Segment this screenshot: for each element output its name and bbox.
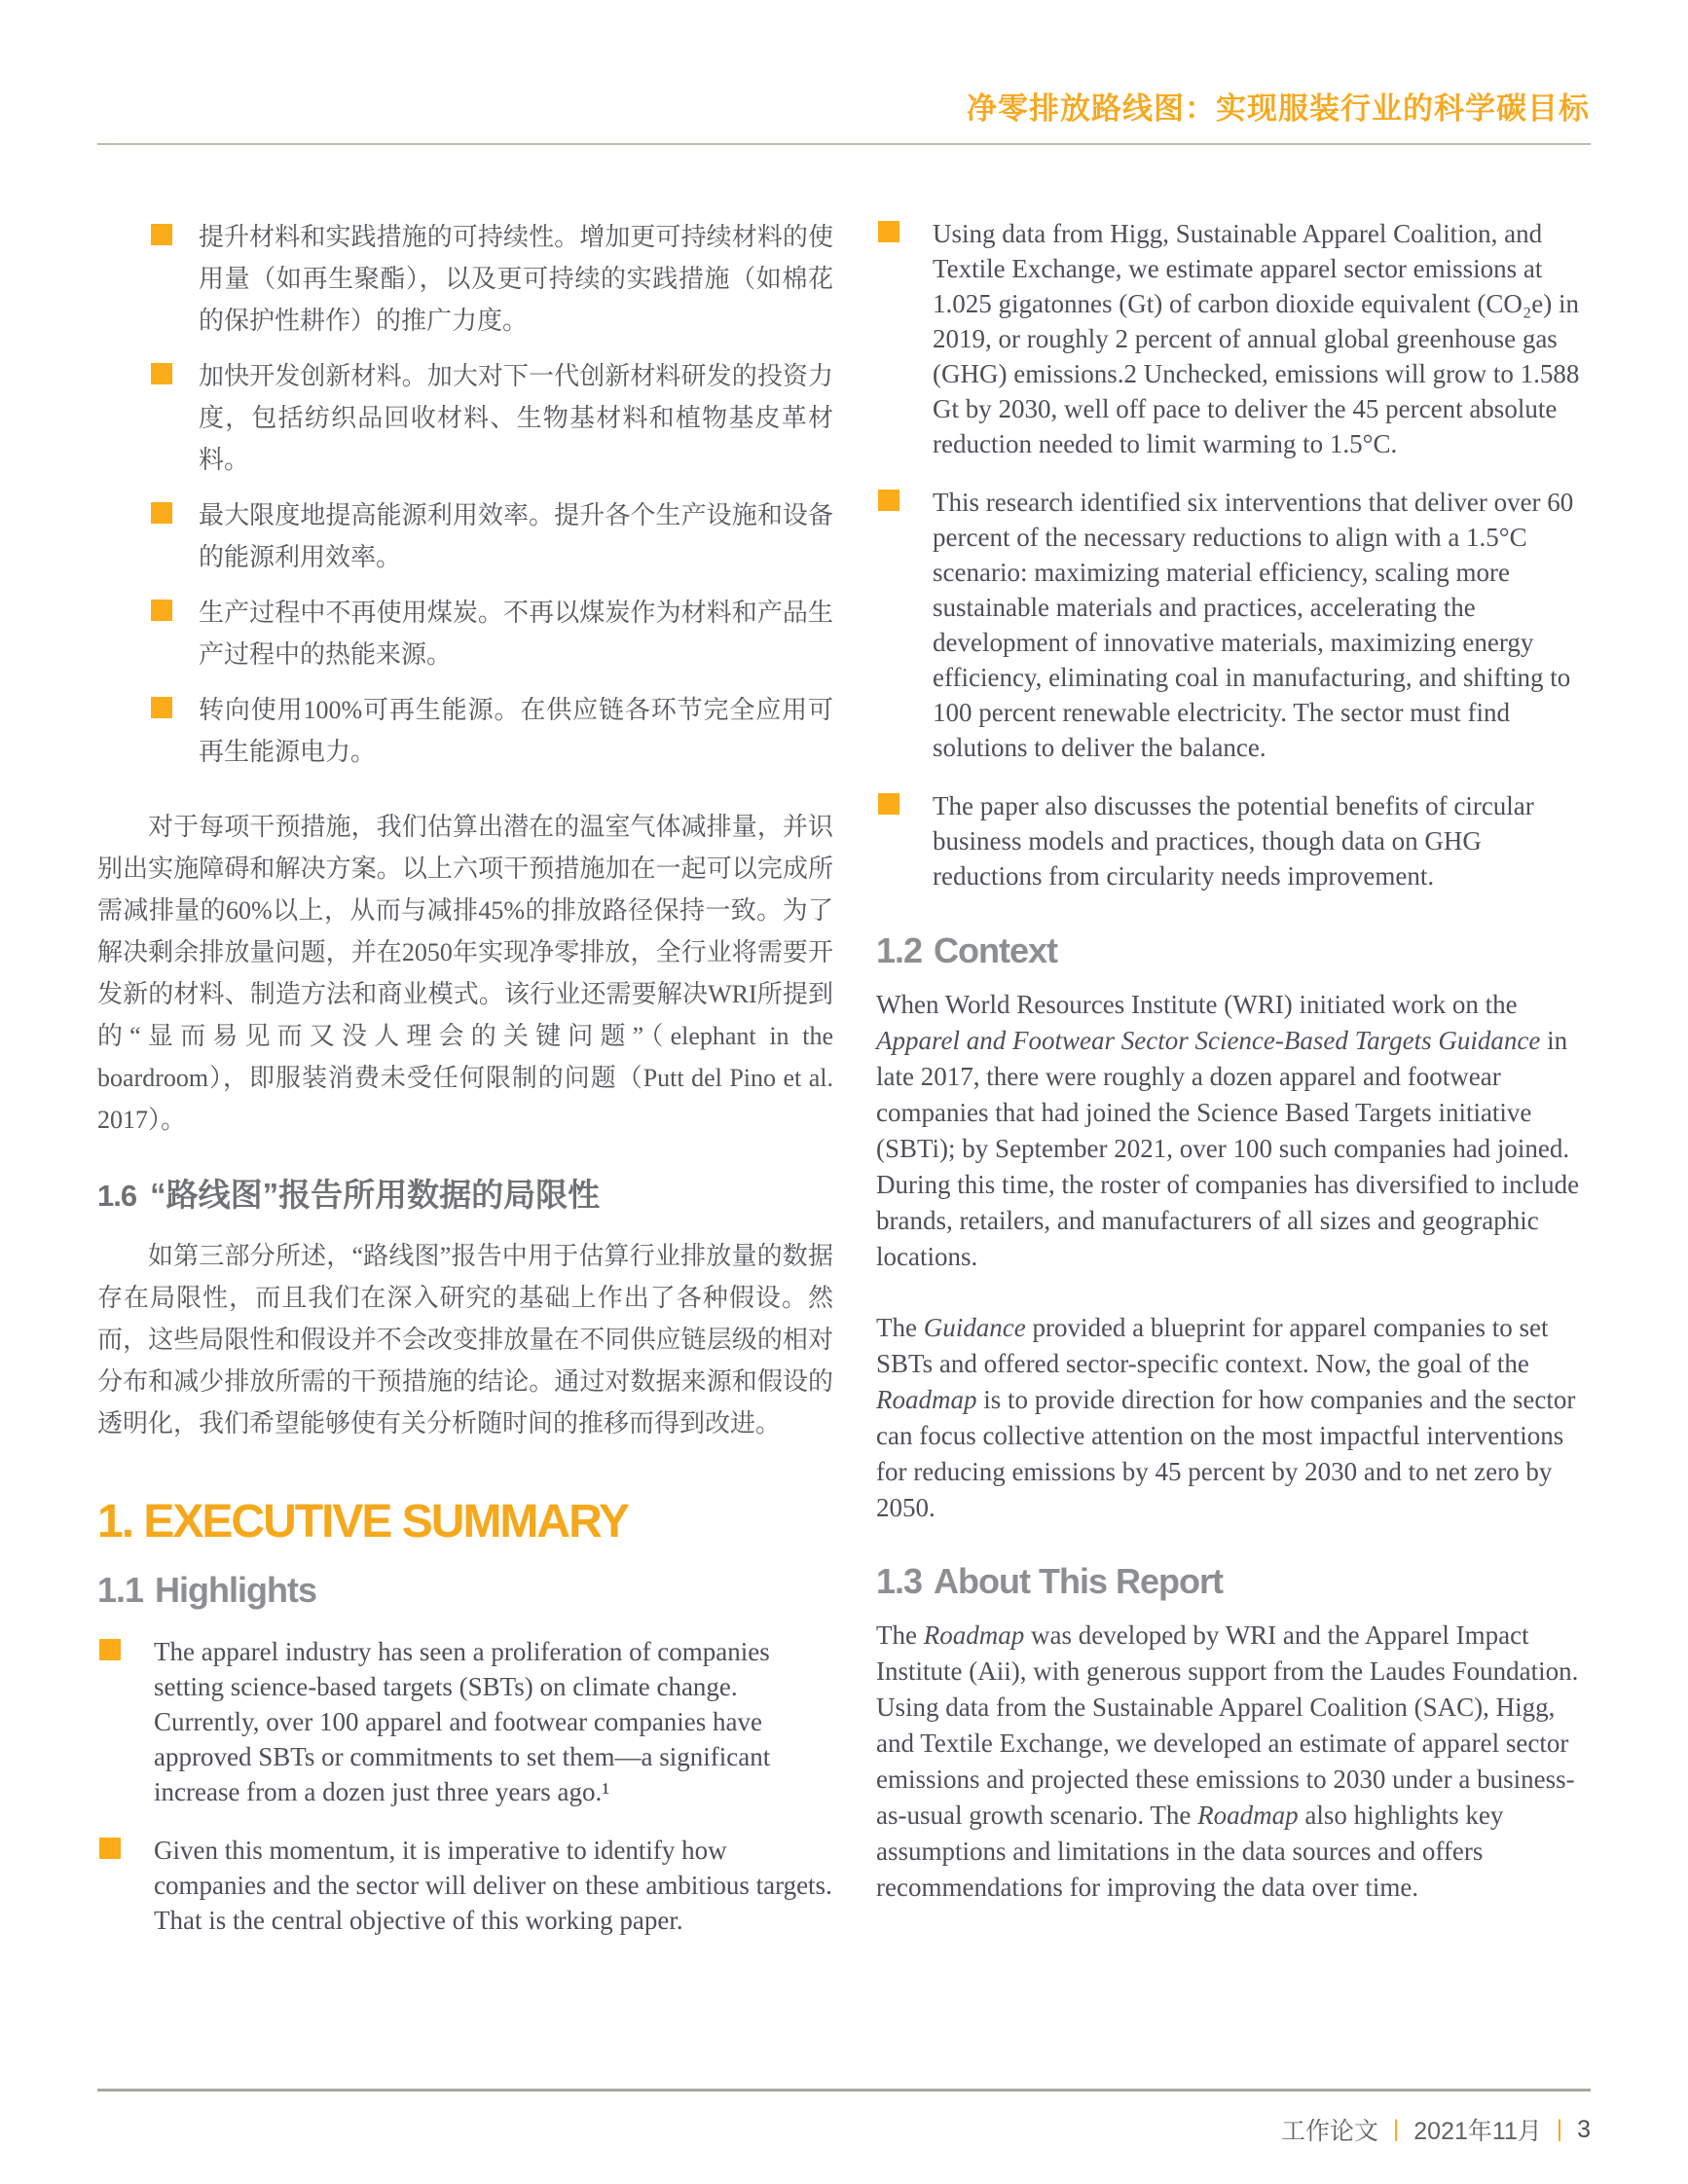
list-item [876,788,1591,893]
section-number: 1.3 [876,1561,923,1601]
en-bullet-list-left [97,1634,833,1938]
column-right [876,216,1591,1961]
list-item [97,592,833,675]
bullet-square-icon [99,1838,121,1859]
bullet-text: This research identified six interventions that deliver over 60 percent of the necessary reductions to align with a 1.5°C scenario: maximizing material efficiency, scaling more sustainable materials and practices, accelerating the development of innovative materials, maximizing energy efficiency, eliminating coal in manufacturing, and shifting to 100 percent renewable electricity. The sector must find solutions to deliver the balance. [933,488,1574,762]
en-bullet-list-right [876,216,1591,893]
bullet-text: 转向使用100%可再生能源。在供应链各环节完全应用可再生能源电力。 [199,696,833,766]
header-divider [97,143,1591,145]
section-title: “路线图”报告所用数据的局限性 [150,1177,601,1213]
content-columns [97,216,1591,1961]
bullet-text: The paper also discusses the potential benefits of circular business models and practices, though data on GHG reductions from circularity needs improvement. [933,791,1534,891]
bullet-square-icon [151,224,172,245]
section-number: 1.2 [876,930,923,970]
bullet-text: Given this momentum, it is imperative to identify how companies and the sector will deliver on these ambitious targets. That is the central objective of this working paper. [154,1836,832,1935]
text-segment: When World Resources Institute (WRI) initiated work on the [876,990,1518,1019]
zh-paragraph-limitations: 如第三部分所述，“路线图”报告中用于估算行业排放量的数据存在局限性，而且我们在深入研究的基础上作出了各种假设。然而，这些局限性和假设并不会改变排放量在不同供应链层级的相对分布和减少排放所需的干预措施的结论。通过对数据来源和假设的透明化，我们希望能够使有关分析随时间的推移而得到改进。 [97,1242,833,1438]
bullet-text: 提升材料和实践措施的可持续性。增加更可持续材料的使用量（如再生聚酯），以及更可持续的实践措施（如棉花的保护性耕作）的推广力度。 [199,223,833,335]
footer-doc-type: 工作论文 [1281,2118,1379,2145]
bullet-square-icon [878,490,899,511]
bullet-square-icon [878,221,899,242]
section-heading-1-1 [97,1570,833,1611]
bullet-square-icon [151,363,172,384]
italic-text-segment: Roadmap [1197,1801,1299,1830]
bullet-text: 加快开发创新材料。加大对下一代创新材料研发的投资力度，包括纺织品回收材料、生物基材料和植物基皮革材料。 [199,362,833,474]
section-number: 1.1 [97,1570,144,1610]
list-item [97,1634,833,1809]
zh-paragraph-interventions: 对于每项干预措施，我们估算出潜在的温室气体减排量，并识别出实施障碍和解决方案。以上六项干预措施加在一起可以完成所需减排量的60%以上，从而与减排45%的排放路径保持一致。为了解决剩余排放量问题，并在2050年实现净零排放，全行业将需要开发新的材料、制造方法和商业模式。该行业还需要解决WRI所提到的“显而易见而又没人理会的关键问题”（elephant in the boardroom），即服装消费未受任何限制的问题（Putt del Pino et al. 2017）。 [97,813,833,1134]
section-title: About This Report [934,1561,1224,1601]
bullet-square-icon [878,793,899,815]
section-number: 1.6 [97,1179,137,1213]
list-item [97,355,833,481]
footer-page-number: 3 [1577,2115,1591,2143]
bullet-text: 生产过程中不再使用煤炭。不再以煤炭作为材料和产品生产过程中的热能来源。 [199,599,833,669]
bullet-square-icon [151,697,172,718]
text-segment: provided a blueprint for apparel companies to set SBTs and offered sector-specific context. Now, the goal of the [876,1313,1549,1378]
footer-separator: | [1556,2116,1563,2142]
text-segment: also highlights key assumptions and limitations in the data sources and offers recommendations for improving the data over time. [876,1801,1504,1902]
bullet-text: 最大限度地提高能源利用效率。提升各个生产设施和设备的能源利用效率。 [199,501,833,571]
bullet-square-icon [151,600,172,621]
zh-bullet-list [97,216,833,773]
section-heading-1-2 [876,930,1591,971]
italic-text-segment: Guidance [923,1313,1026,1342]
bullet-square-icon [99,1639,121,1660]
executive-summary-heading: 1. EXECUTIVE SUMMARY [97,1496,628,1547]
bullet-text: The apparel industry has seen a proliferation of companies setting science-based targets (SBTs) on climate change. Currently, over 100 apparel and footwear companies have approved SBTs or commitments to set them—a significant increase from a dozen just three years ago.¹ [154,1637,771,1806]
bullet-square-icon [151,502,172,524]
bullet-text: Using data from Higg, Sustainable Apparel Coalition, and Textile Exchange, we estimate apparel sector emissions at 1.025 gigatonnes (Gt) of carbon dioxide equivalent (CO₂e) in 2019, or roughly 2 percent of annual global greenhouse gas (GHG) emissions.2 Unchecked, emissions will grow to 1.588 Gt by 2030, well off pace to deliver the 45 percent absolute reduction needed to limit warming to 1.5°C. [933,219,1580,458]
page-title: 净零排放路线图：实现服装行业的科学碳目标 [967,91,1590,126]
footer-separator: | [1393,2116,1400,2142]
list-item [876,485,1591,765]
list-item [97,494,833,578]
context-paragraph-1 [876,987,1591,1275]
italic-text-segment: Roadmap [923,1620,1025,1650]
section-heading-1-3 [876,1561,1591,1602]
footer-divider [97,2089,1591,2092]
text-segment: The [876,1620,924,1650]
section-title: Highlights [155,1570,317,1610]
section-title: Context [934,930,1058,970]
italic-text-segment: Roadmap [876,1385,977,1414]
list-item [876,216,1591,461]
text-segment: The [876,1313,924,1342]
list-item [97,689,833,773]
list-item [97,216,833,342]
list-item [97,1833,833,1938]
text-segment: was developed by WRI and the Apparel Impact Institute (Aii), with generous support from the Laudes Foundation. Using data from the Sustainable Apparel Coalition (SAC), Higg, and Textile Exchange, we developed an estimate of apparel sector emissions and projected these emissions to 2030 under a business-as-usual growth scenario. The [876,1620,1579,1830]
italic-text-segment: Apparel and Footwear Sector Science-Based Targets Guidance [876,1026,1541,1055]
footer-date: 2021年11月 [1413,2118,1542,2145]
about-paragraph [876,1618,1591,1906]
section-heading-1-6 [97,1170,833,1216]
column-left [97,216,833,1961]
text-segment: in late 2017, there were roughly a dozen apparel and footwear companies that had joined the Science Based Targets initiative (SBTi); by September 2021, over 100 such companies had joined. During this time, the roster of companies has diversified to include brands, retailers, and manufacturers of all sizes and geographic locations. [876,1026,1580,1271]
text-segment: is to provide direction for how companies and the sector can focus collective attention on the most impactful interventions for reducing emissions by 45 percent by 2030 and to net zero by 2050. [876,1385,1576,1522]
context-paragraph-2 [876,1310,1591,1526]
footer [1281,2112,1591,2147]
